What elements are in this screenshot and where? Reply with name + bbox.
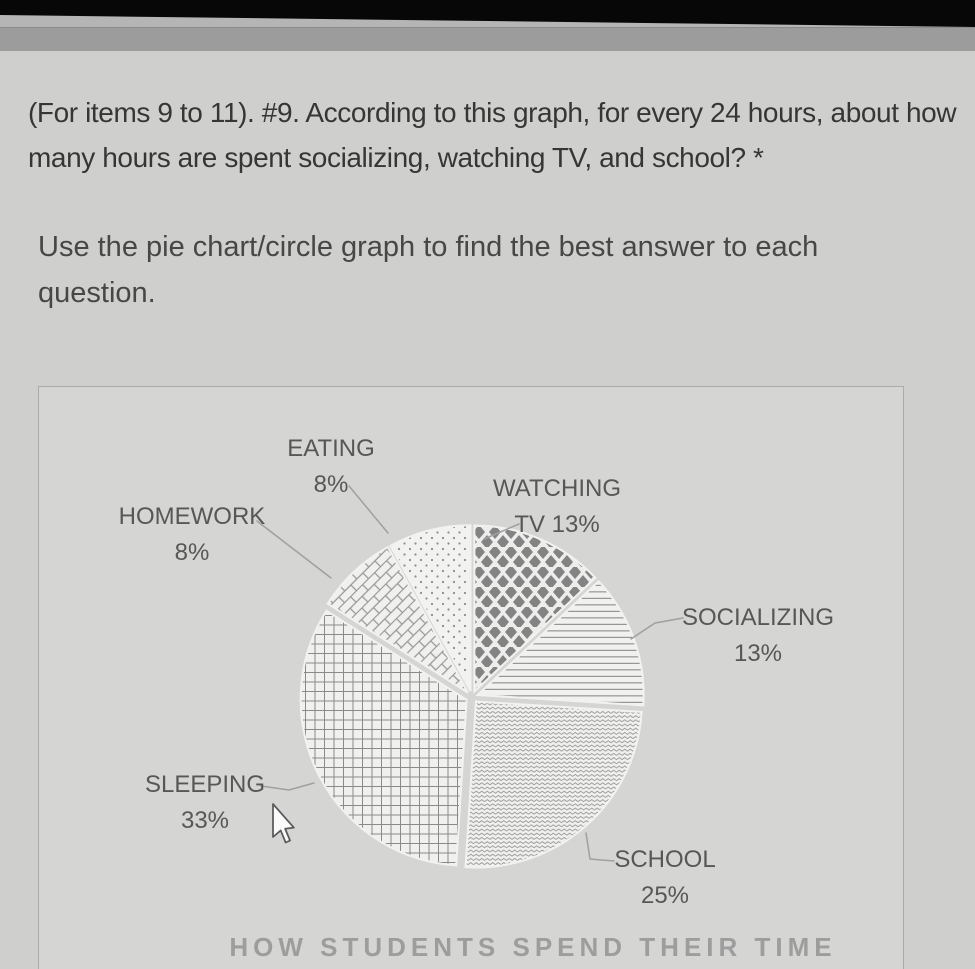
label-watching-tv-value: TV 13% [514,511,600,538]
label-sleeping-name: SLEEPING [144,771,266,798]
pie-chart-panel [38,386,904,969]
label-socializing-name: SOCIALIZING [681,604,835,631]
label-school [575,842,755,914]
label-eating-name: EATING [287,435,375,462]
pie-slices [301,525,644,867]
label-watching-tv-name: WATCHING [493,475,621,502]
instruction-text: Use the pie chart/circle graph to find the best answer to each question. [38,231,819,309]
label-socializing [658,600,858,672]
label-eating [251,431,411,503]
label-sleeping [115,767,295,839]
label-homework [102,499,282,571]
chart-title: HOW STUDENTS SPEND THEIR TIME [229,932,837,962]
top-bar-medium [0,27,975,51]
label-homework-name: HOMEWORK [118,503,266,530]
label-watching-tv [467,471,647,543]
label-socializing-value: 13% [733,640,783,667]
label-school-name: SCHOOL [614,846,716,873]
question-text: (For items 9 to 11). #9. According to this graph, for every 24 hours, about how many hours are spent socializing, watching TV, and school? * [28,97,957,173]
label-eating-value: 8% [313,471,349,498]
label-homework-value: 8% [174,539,210,566]
label-sleeping-value: 33% [180,807,230,834]
label-school-value: 25% [640,882,690,909]
